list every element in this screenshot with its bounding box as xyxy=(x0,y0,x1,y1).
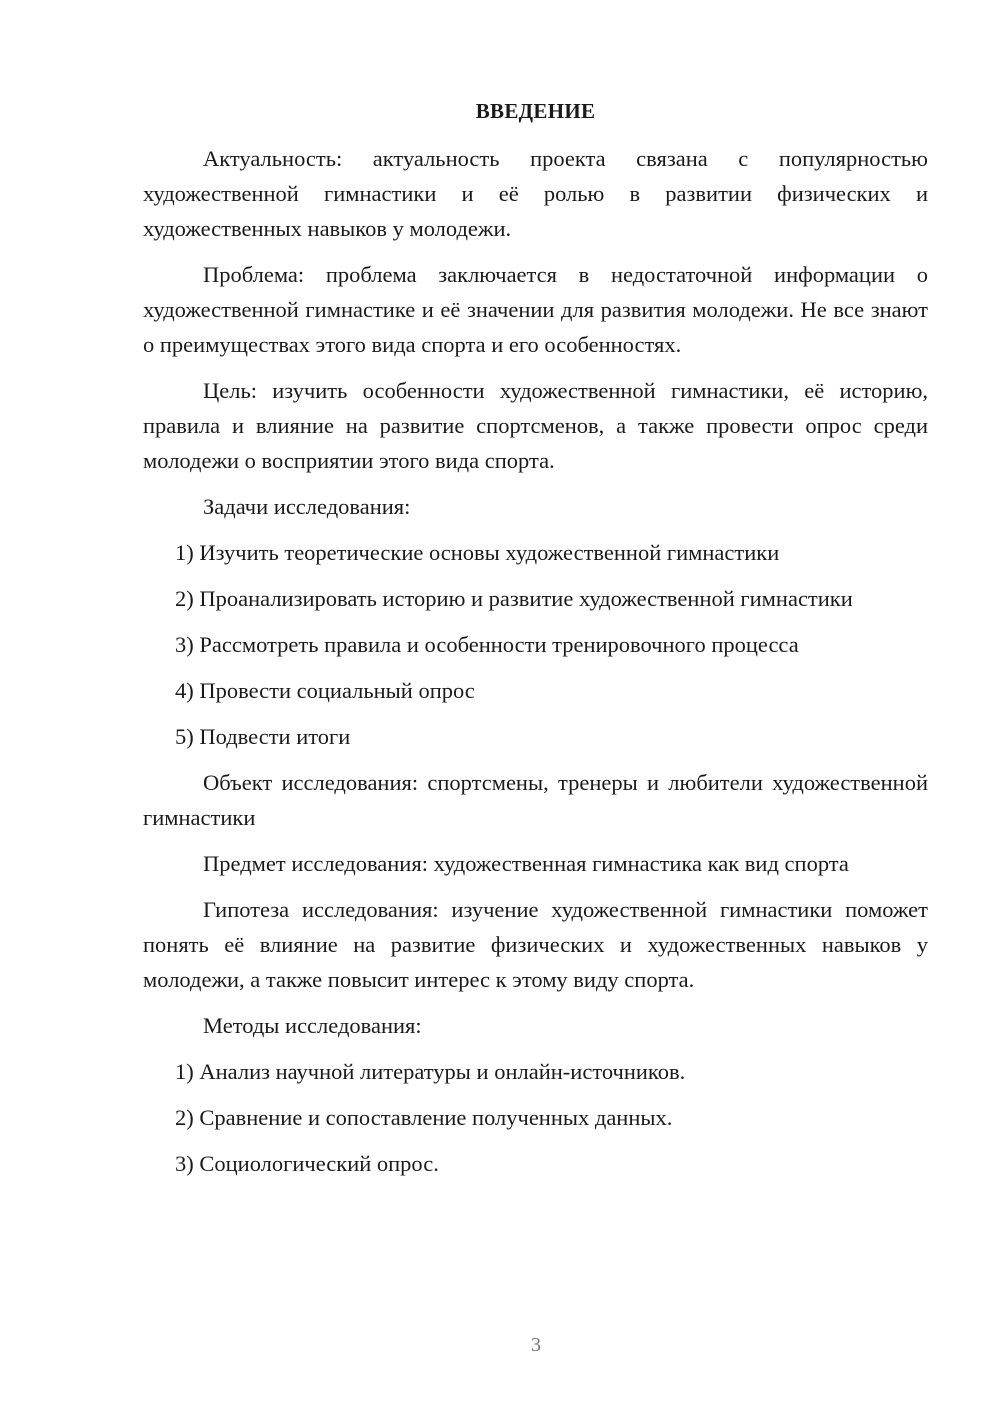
paragraph-relevance: Актуальность: актуальность проекта связана с популярностью художественной гимнастики и её ролью в развитии физических и художественных навыков у молодежи. xyxy=(143,146,928,241)
paragraph-object: Объект исследования: спортсмены, тренеры и любители художественной гимнастики xyxy=(143,770,928,830)
list-item: 1) Изучить теоретические основы художественной гимнастики xyxy=(175,540,780,565)
list-item: 2) Сравнение и сопоставление полученных данных. xyxy=(175,1105,673,1130)
paragraph-subject: Предмет исследования: художественная гимнастика как вид спорта xyxy=(203,851,849,876)
document-body xyxy=(143,94,928,1192)
list-item: 2) Проанализировать историю и развитие художественной гимнастики xyxy=(175,586,853,611)
methods-list xyxy=(143,1054,928,1181)
paragraph-hypothesis: Гипотеза исследования: изучение художественной гимнастики поможет понять её влияние на развитие физических и художественных навыков у молодежи, а также повысит интерес к этому виду спорта. xyxy=(143,897,928,992)
list-item: 3) Социологический опрос. xyxy=(175,1151,439,1176)
section-title: ВВЕДЕНИЕ xyxy=(475,99,596,123)
tasks-heading: Задачи исследования: xyxy=(203,494,411,519)
paragraph-goal: Цель: изучить особенности художественной гимнастики, её историю, правила и влияние на развитие спортсменов, а также провести опрос среди молодежи о восприятии этого вида спорта. xyxy=(143,378,928,473)
list-item: 4) Провести социальный опрос xyxy=(175,678,475,703)
paragraph-problem: Проблема: проблема заключается в недостаточной информации о художественной гимнастике и её значении для развития молодежи. Не все знают о преимуществах этого вида спорта и его особенностях. xyxy=(143,262,928,357)
list-item: 5) Подвести итоги xyxy=(175,724,351,749)
list-item: 1) Анализ научной литературы и онлайн-источников. xyxy=(175,1059,686,1084)
list-item: 3) Рассмотреть правила и особенности тренировочного процесса xyxy=(175,632,799,657)
page-number: 3 xyxy=(531,1334,541,1356)
methods-heading: Методы исследования: xyxy=(203,1013,422,1038)
tasks-list xyxy=(143,535,928,754)
